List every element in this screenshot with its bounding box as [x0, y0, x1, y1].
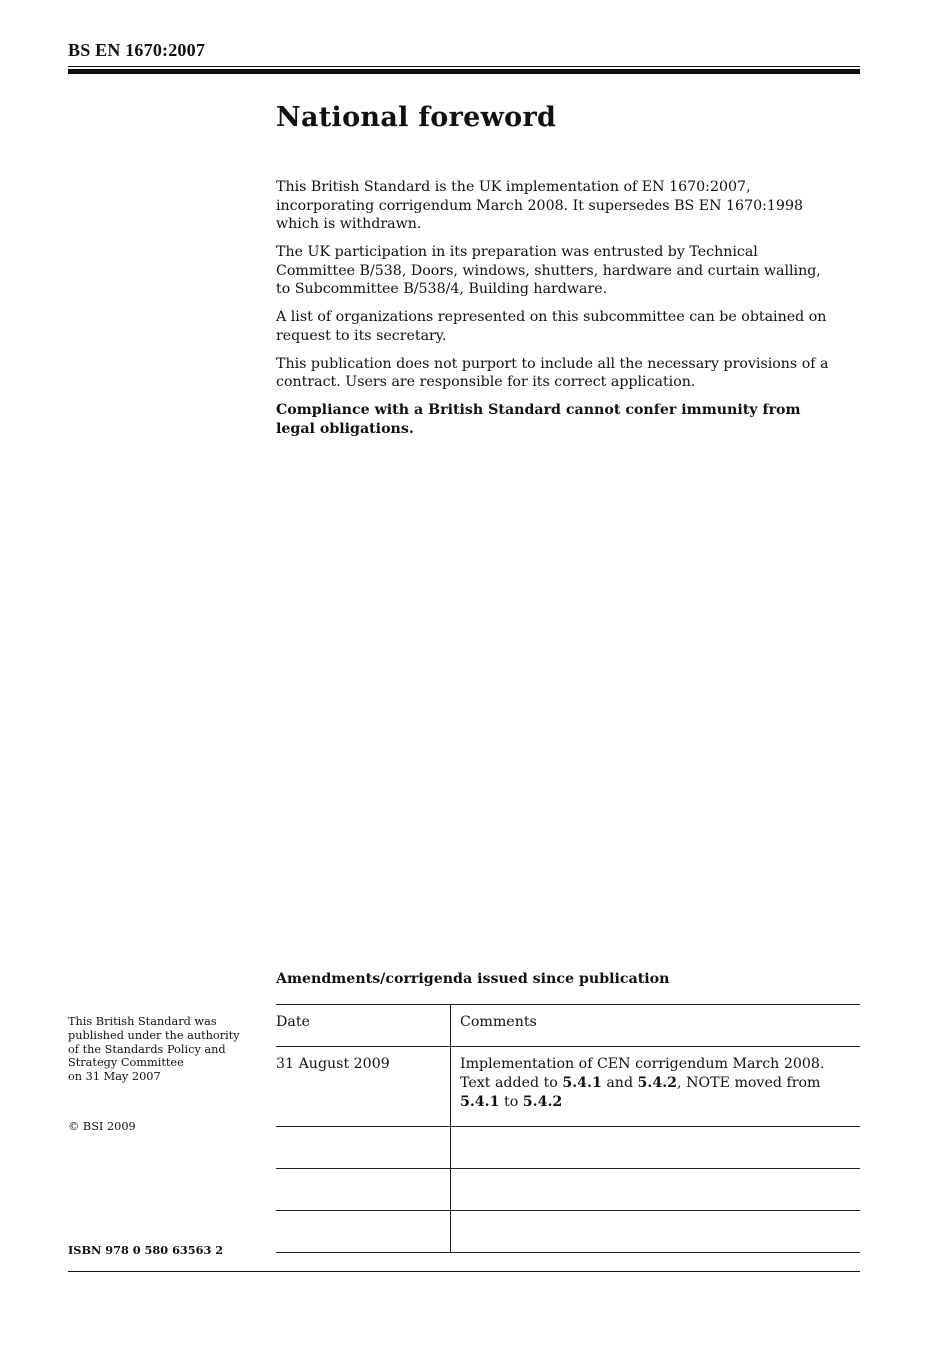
comment-text: , NOTE moved from [677, 1075, 821, 1091]
isbn: ISBN 978 0 580 63563 2 [68, 1243, 224, 1257]
comment-text: to [499, 1094, 523, 1110]
header-rule-thick [68, 69, 860, 74]
amendment-date: 31 August 2009 [276, 1047, 451, 1127]
page-title: National foreword [276, 102, 557, 133]
document-id: BS EN 1670:2007 [68, 40, 206, 60]
comment-text: Text added to [460, 1075, 563, 1091]
paragraph-organizations: A list of organizations represented on this subcommittee can be obtained on request to its secretary. [276, 309, 827, 344]
paragraph-compliance: Compliance with a British Standard cannot confer immunity from legal obligations. [276, 402, 801, 437]
paragraph-contract: This publication does not purport to include all the necessary provisions of a contract. Users are responsible for its correct application. [276, 355, 829, 390]
table-row [276, 1047, 860, 1127]
clause-ref: 5.4.1 [562, 1075, 602, 1091]
foreword-body [276, 178, 836, 448]
clause-ref: 5.4.2 [637, 1075, 678, 1091]
amendments-heading: Amendments/corrigenda issued since publication [276, 971, 670, 987]
publication-note-line: This British Standard was [68, 1015, 217, 1028]
empty-cell [276, 1169, 451, 1211]
table-header-row [276, 1005, 860, 1047]
comment-text: and [601, 1075, 638, 1091]
comment-line: Implementation of CEN corrigendum March 2008. [460, 1056, 825, 1072]
column-header-comments: Comments [451, 1005, 861, 1047]
publication-note-line: on 31 May 2007 [68, 1070, 161, 1084]
amendments-table [276, 1004, 860, 1253]
publication-note-line: published under the authority [68, 1028, 240, 1042]
empty-cell [276, 1211, 451, 1253]
empty-cell [451, 1127, 861, 1169]
table-row-empty [276, 1169, 860, 1211]
empty-cell [276, 1127, 451, 1169]
clause-ref: 5.4.2 [522, 1094, 563, 1110]
footer-rule [68, 1271, 860, 1272]
paragraph-participation: The UK participation in its preparation was entrusted by Technical Committee B/538, Doors, windows, shutters, hardware and curtain walling, to Subcommittee B/538/4, Building hardware. [276, 244, 821, 297]
copyright-notice: © BSI 2009 [68, 1120, 136, 1133]
table-row-empty [276, 1211, 860, 1253]
paragraph-implementation: This British Standard is the UK implementation of EN 1670:2007, incorporating corrigendum March 2008. It supersedes BS EN 1670:1998 which is withdrawn. [276, 179, 804, 232]
column-header-date: Date [276, 1005, 451, 1047]
amendment-comment [451, 1047, 861, 1127]
publication-note-line: Strategy Committee [68, 1056, 184, 1070]
publication-note-line: of the Standards Policy and [68, 1042, 226, 1056]
header-rule-thin [68, 66, 860, 67]
clause-ref: 5.4.1 [460, 1094, 500, 1110]
empty-cell [451, 1169, 861, 1211]
table-row-empty [276, 1127, 860, 1169]
empty-cell [451, 1211, 861, 1253]
publication-note [68, 1015, 258, 1084]
